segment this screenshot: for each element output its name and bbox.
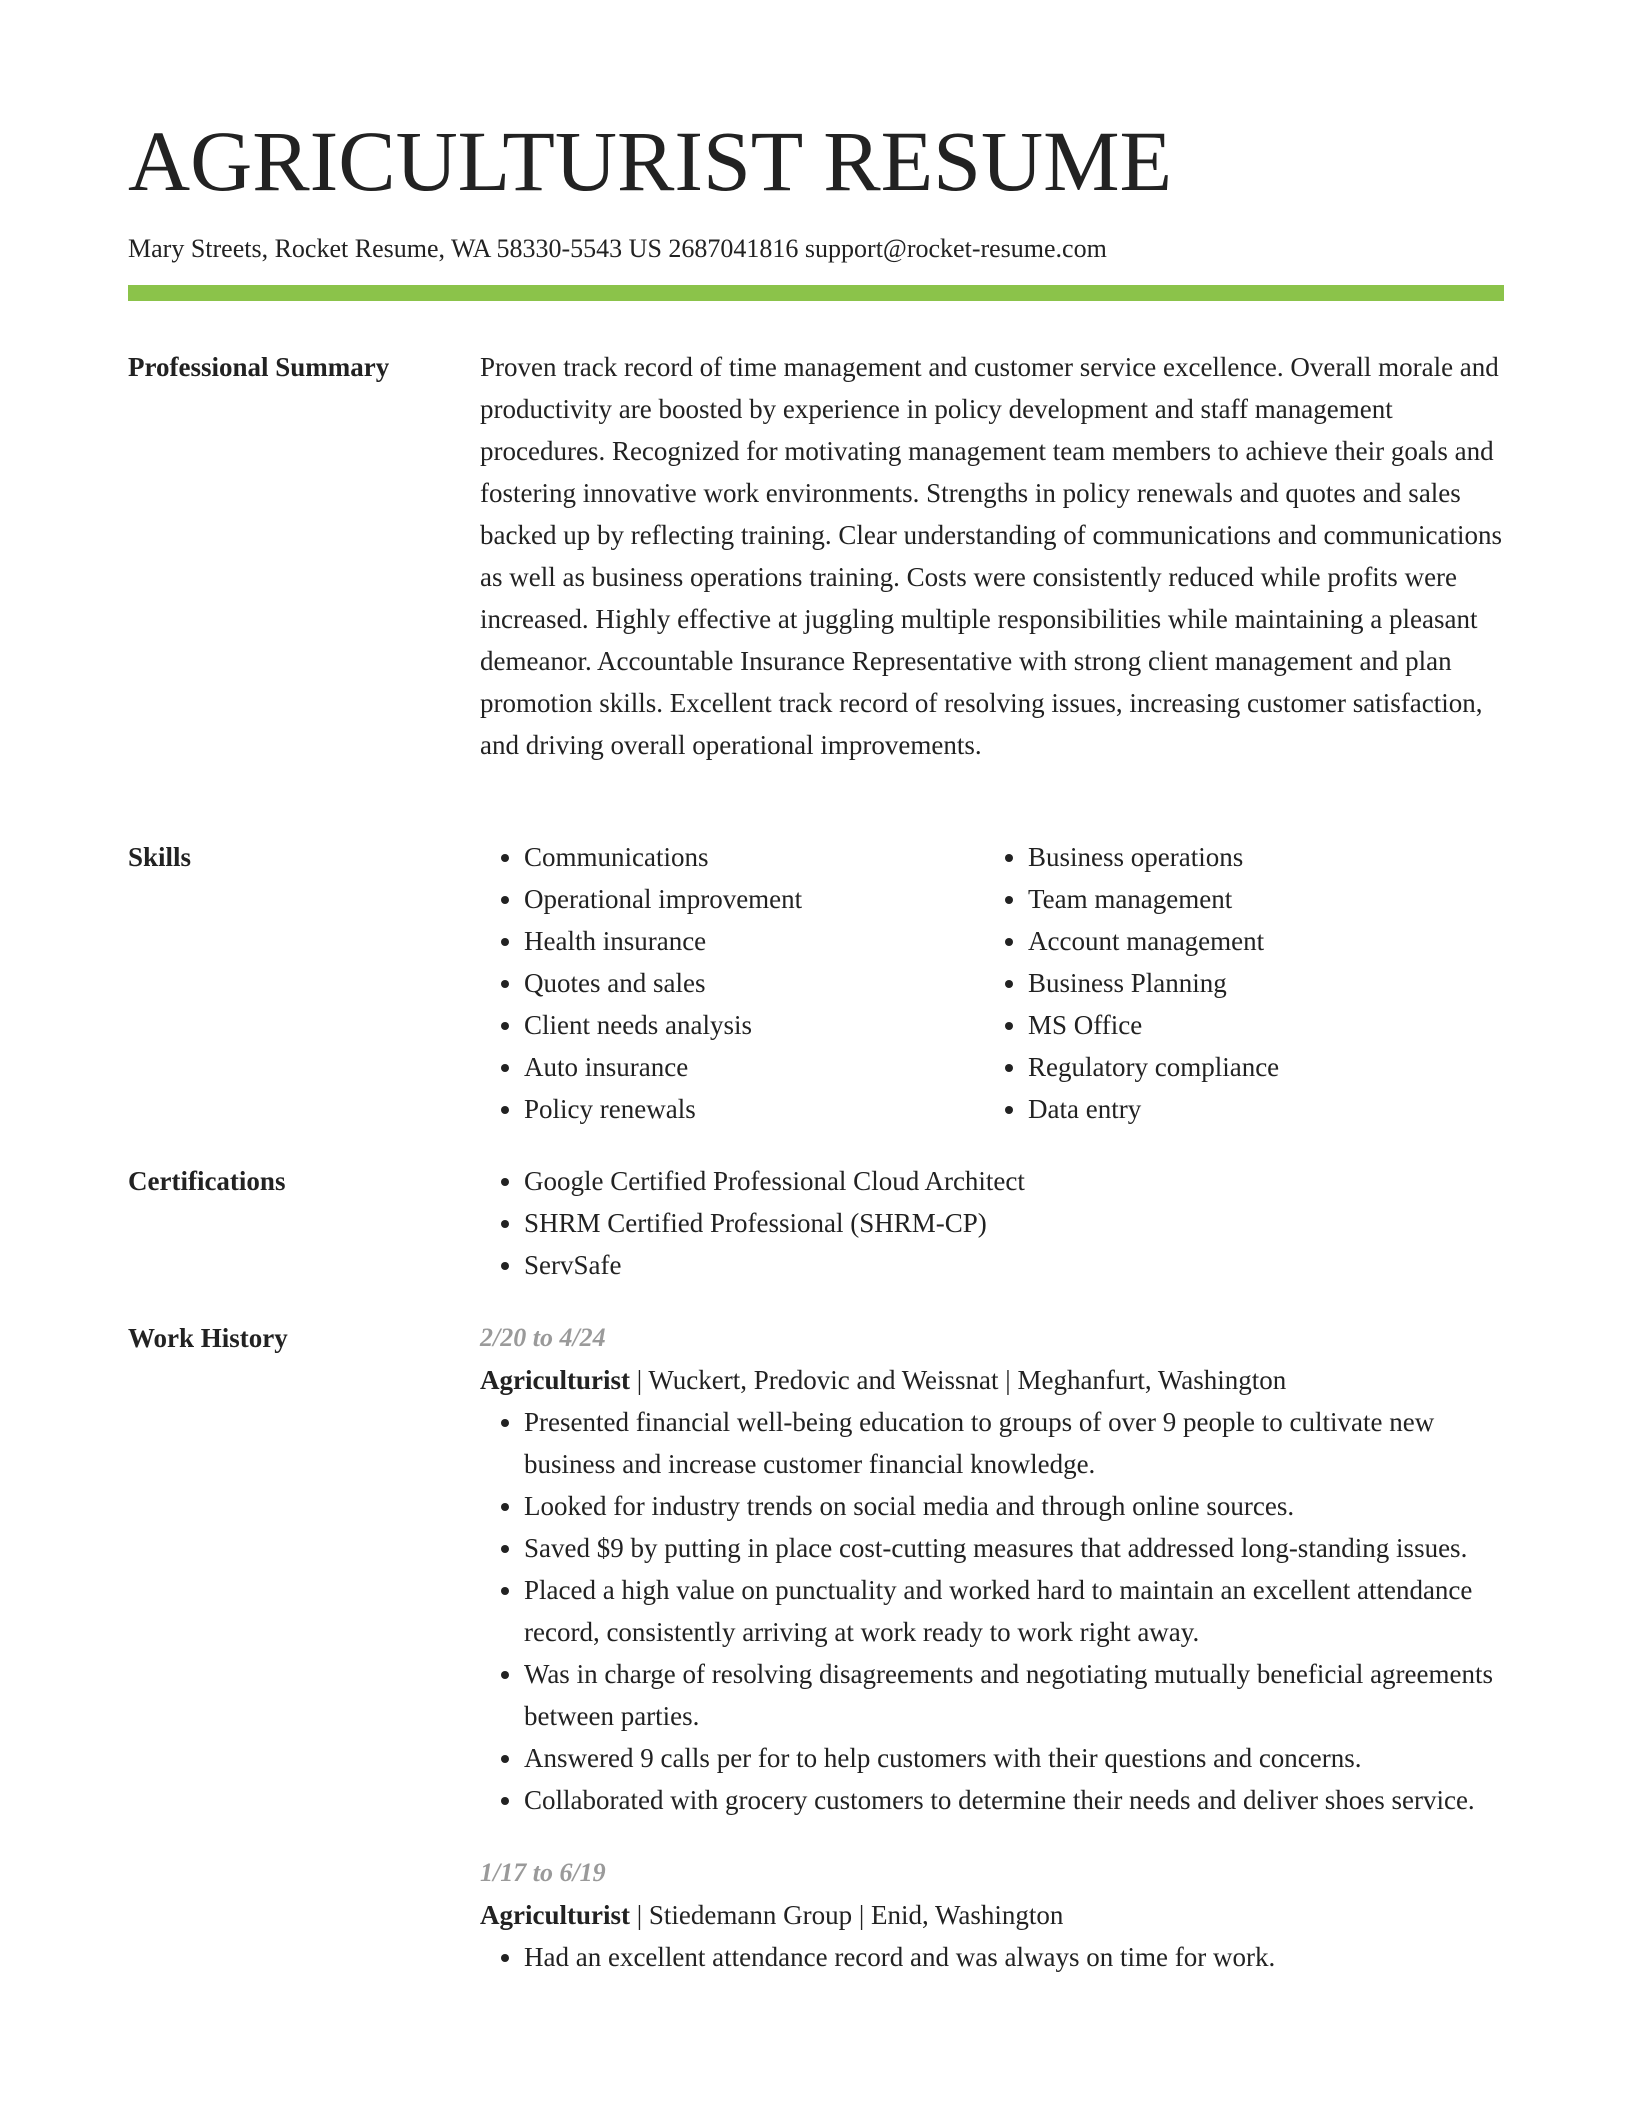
skill-item: • Auto insurance [524,1046,984,1088]
job-bullet: • Had an excellent attendance record and was always on time for work. [524,1936,1504,1978]
job-bullet: • Presented financial well-being education to groups of over 9 people to cultivate new business and increase customer financial knowledge. [524,1401,1504,1485]
job-title: Agriculturist [480,1365,630,1395]
job-dates: 1/17 to 6/19 [480,1858,606,1887]
job-bullet: • Saved $9 by putting in place cost-cutting measures that addressed long-standing issues. [524,1527,1504,1569]
skill-item: • Health insurance [524,920,984,962]
skill-item: • Operational improvement [524,878,984,920]
job-bullet: • Placed a high value on punctuality and worked hard to maintain an excellent attendance record, consistently arriving at work ready to work right away. [524,1569,1504,1653]
skill-item: • Data entry [1028,1088,1488,1130]
skill-item: • Quotes and sales [524,962,984,1004]
job-bullet: • Collaborated with grocery customers to determine their needs and deliver shoes service. [524,1779,1504,1821]
skills-column-left [480,836,984,1130]
job-employer-location: | Wuckert, Predovic and Weissnat | Meghanfurt, Washington [629,1365,1287,1395]
job-title-line [480,1894,1504,1936]
certifications-heading: Certifications [128,1166,286,1196]
job-bullets [480,1936,1504,1978]
summary-text: Proven track record of time management and customer service excellence. Overall morale and productivity are boosted by experience in policy development and staff management procedures. Recognized for motivating management team members to achieve their goals and fostering innovative work environments. Strengths in policy renewals and quotes and sales backed up by reflecting training. Clear understanding of communications and communications as well as business operations training. Costs were consistently reduced while profits were increased. Highly effective at juggling multiple responsibilities while maintaining a pleasant demeanor. Accountable Insurance Representative with strong client management and plan promotion skills. Excellent track record of resolving issues, increasing customer satisfaction, and driving overall operational improvements. [480,352,1502,760]
job-bullet: • Was in charge of resolving disagreements and negotiating mutually beneficial agreements between parties. [524,1653,1504,1737]
skills-heading: Skills [128,842,192,872]
skill-item: • Policy renewals [524,1088,984,1130]
skill-item: • MS Office [1028,1004,1488,1046]
summary-body [480,346,1504,766]
job-title: Agriculturist [480,1900,630,1930]
job-bullet: • Looked for industry trends on social media and through online sources. [524,1485,1504,1527]
job-bullet: • Answered 9 calls per for to help customers with their questions and concerns. [524,1737,1504,1779]
certifications-body [480,1160,1504,1286]
job-title-line [480,1359,1504,1401]
certification-item: • ServSafe [524,1244,1504,1286]
job-entry [480,1852,1504,1978]
skills-body [480,836,1504,1130]
header-accent-rule [128,285,1504,301]
certification-item: • Google Certified Professional Cloud Architect [524,1160,1504,1202]
job-employer-location: | Stiedemann Group | Enid, Washington [629,1900,1064,1930]
skill-item: • Communications [524,836,984,878]
job-entry [480,1317,1504,1821]
skill-item: • Regulatory compliance [1028,1046,1488,1088]
work-history-heading: Work History [128,1323,288,1353]
skills-grid [480,836,1504,1130]
skill-item: • Client needs analysis [524,1004,984,1046]
skill-item: • Account management [1028,920,1488,962]
contact-line: Mary Streets, Rocket Resume, WA 58330-5543 US 2687041816 support@rocket-resume.com [128,234,1107,263]
job-dates: 2/20 to 4/24 [480,1323,606,1352]
skill-item: • Business operations [1028,836,1488,878]
skill-item: • Team management [1028,878,1488,920]
job-bullets [480,1401,1504,1821]
resume-title: AGRICULTURIST RESUME [128,113,1173,209]
work-history-body [480,1317,1504,1978]
summary-heading: Professional Summary [128,352,390,382]
certification-item: • SHRM Certified Professional (SHRM-CP) [524,1202,1504,1244]
skill-item: • Business Planning [1028,962,1488,1004]
skills-column-right [984,836,1488,1130]
